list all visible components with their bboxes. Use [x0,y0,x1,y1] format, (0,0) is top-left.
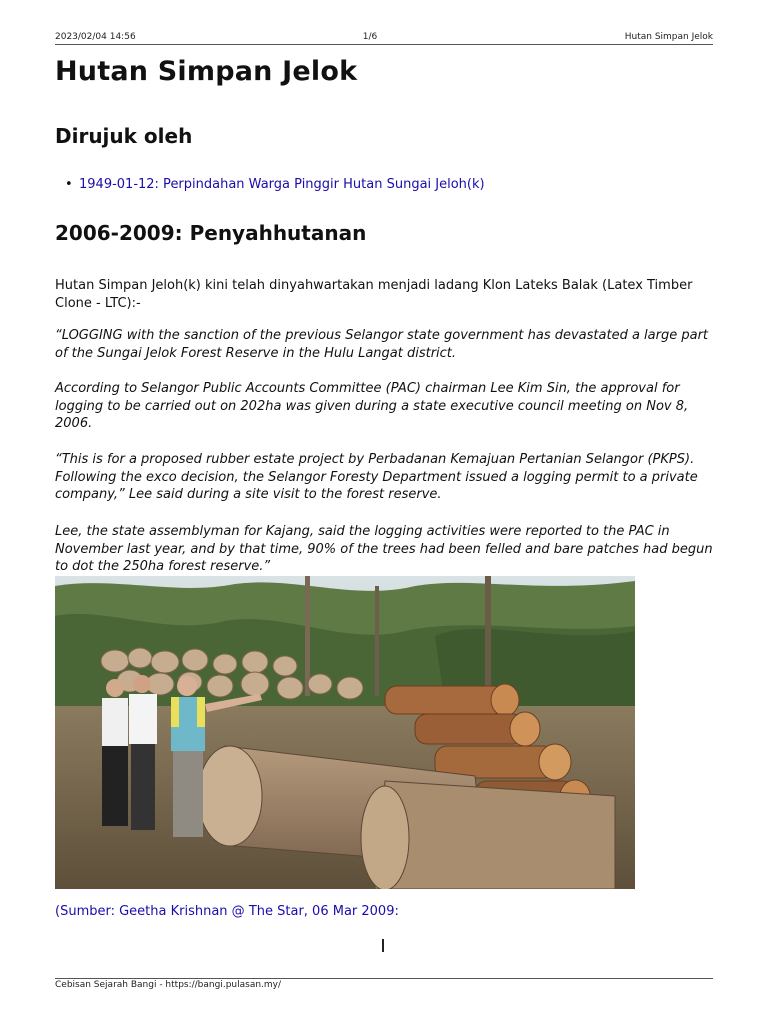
reference-link[interactable]: 1949-01-12: Perpindahan Warga Pinggir Hutan Sungai Jeloh(k) [79,177,485,192]
referenced-by-heading: Dirujuk oleh [55,124,193,148]
list-item [65,177,485,193]
logging-site-photo [55,576,635,889]
quote-paragraph: “This is for a proposed rubber estate project by Perbadanan Kemajuan Pertanian Selangor (PKPS). Following the exco decision, the Selangor Foresty Department issued a logging permit to a private company,” Lee said during a site visit to the forest reserve. [55,452,698,502]
section-heading: 2006-2009: Penyahhutanan [55,221,367,245]
page-title: Hutan Simpan Jelok [55,56,358,87]
referenced-by-list [65,177,485,193]
header-divider [55,44,713,45]
quote-paragraph: Lee, the state assemblyman for Kajang, said the logging activities were reported to the PAC in November last year, and by that time, 90% of the trees had been felled and bare patches had begun to dot the 250ha forest reserve.” [55,524,713,574]
page-number: 1/6 [362,32,378,42]
quote-paragraph: According to Selangor Public Accounts Committee (PAC) chairman Lee Kim Sin, the approval for logging to be carried out on 202ha was given during a state executive council meeting on Nov 8, 2006. [55,381,689,431]
footer-divider [55,978,713,979]
print-doc-title: Hutan Simpan Jelok [624,32,713,42]
source-link[interactable]: (Sumber: Geetha Krishnan @ The Star, 06 Mar 2009: [55,904,399,919]
print-datetime: 2023/02/04 14:56 [55,32,136,42]
quote-paragraph: “LOGGING with the sanction of the previous Selangor state government has devastated a large part of the Sungai Jelok Forest Reserve in the Hulu Langat district. [55,328,709,361]
bullet-icon: • [65,177,73,192]
print-footer: Cebisan Sejarah Bangi - https://bangi.pulasan.my/ [55,980,282,990]
text-cursor [382,939,384,952]
document-page [55,0,713,1024]
intro-paragraph: Hutan Simpan Jeloh(k) kini telah dinyahwartakan menjadi ladang Klon Lateks Balak (Latex Timber Clone - LTC):- [55,278,693,311]
